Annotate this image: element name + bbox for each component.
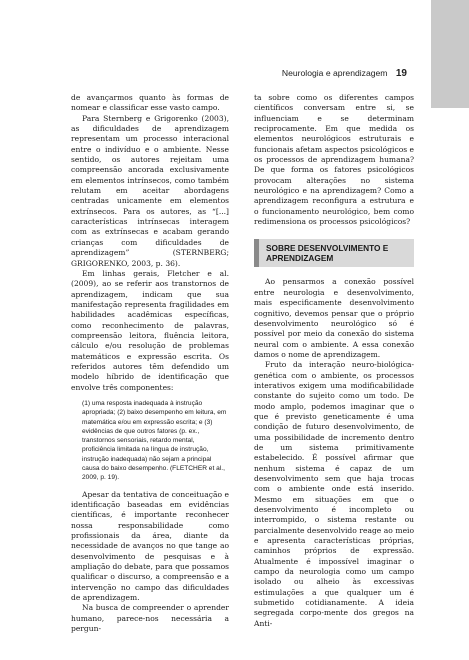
page-edge-tab bbox=[431, 0, 469, 108]
running-header bbox=[282, 68, 407, 79]
section-heading: SOBRE DESENVOLVIMENTO E APRENDIZAGEM bbox=[254, 239, 414, 267]
paragraph: ta sobre como os diferentes campos científicos conversam entre si, se influenciam e se determinam reciprocamente. Em que medida os elementos neurológicos estruturais e funcionais afetam aspectos psicológicos e os processos de aprendizagem humana? De que forma os fatores psicológicos provocam alterações no sistema neurológico e na aprendizagem? Como a aprendizagem reconfigura a estrutura e o funcionamento neurológico, bem como redimensiona os processos psicológicos? bbox=[254, 93, 414, 227]
paragraph: Na busca de compreender o aprender humano, parece-nos necessária a pergun- bbox=[71, 603, 229, 634]
paragraph: Fruto da interação neuro-biológica-genética com o ambiente, os processos interativos exigem uma modificabilidade constante do sujeito como um todo. De modo amplo, podemos imaginar que o que é previsto geneticamente é uma condição de futuro desenvolvimento, de uma possibilidade de incremento dentro de um sistema primitivamente estabelecido. É possível afirmar que nenhum sistema é capaz de um desenvolvimento sem que haja trocas com o ambiente onde está inserido. Mesmo em situações em que o desenvolvimento é incompleto ou interrompido, o sistema restante ou parcialmente desenvolvido reage ao meio e apresenta características próprias, caminhos próprios de expressão. Atualmente é impossível imaginar o campo da neurologia como um campo isolado ou alheio às excessivas estimulações a que qualquer um é submetido cotidianamente. A ideia segregada corpo-mente dos gregos na Anti- bbox=[254, 360, 414, 628]
paragraph: de avançarmos quanto às formas de nomear e classificar esse vasto campo. bbox=[71, 93, 229, 113]
left-column bbox=[71, 93, 229, 634]
running-header-title: Neurologia e aprendizagem bbox=[281, 68, 388, 78]
paragraph: Apesar da tentativa de conceituação e identificação baseadas em evidências científicas, é importante reconhecer nossa responsabilidade como profissionais da área, diante da necessidade de avanços no que tange ao desenvolvimento de pesquisas e à ampliação do debate, para que possamos qualificar o discurso, a compreensão e a intervenção no campo das dificuldades de aprendizagem. bbox=[71, 489, 229, 603]
paragraph: Ao pensarmos a conexão possível entre neurologia e desenvolvimento, mais especificamente desenvolvimento cognitivo, devemos pensar que o próprio desenvolvimento neurológico só é possível por meio da conexão do sistema neural com o ambiente. A essa conexão damos o nome de aprendizagem. bbox=[254, 277, 414, 359]
right-column bbox=[254, 93, 414, 629]
paragraph: Para Sternberg e Grigorenko (2003), as dificuldades de aprendizagem representam um processo interacional entre o indivíduo e o ambiente. Nesse sentido, os autores rejeitam uma compreensão ancorada exclusivamente em elementos intrínsecos, como também relutam em aceitar abordagens centradas unicamente em elementos extrínsecos. Para os autores, as “[...] características intrínsecas interagem com as extrínsecas e acabam gerando crianças com dificuldades de aprendizagem” (STERNBERG; GRIGORENKO, 2003, p. 36). bbox=[71, 113, 229, 268]
block-quote: (1) uma resposta inadequada à instrução apropriada; (2) baixo desempenho em leitura, em matemática e/ou em expressão escrita; e (3) evidências de que outros fatores (p. ex., transtornos sensoriais, retardo mental, proficiência limitada na língua de instrução, instrução inadequada) não sejam a principal causa do baixo desempenho. (FLETCHER et al., 2009, p. 19). bbox=[82, 399, 227, 482]
page-number: 19 bbox=[395, 68, 407, 79]
paragraph: Em linhas gerais, Fletcher e al. (2009), ao se referir aos transtornos de aprendizagem, indicam que sua manifestação representa fragilidades em habilidades acadêmicas específicas, como reconhecimento de palavras, compreensão leitora, fluência leitora, cálculo e/ou resolução de problemas matemáticos e expressão escrita. Os referidos autores têm defendido um modelo híbrido de identificação que envolve três componentes: bbox=[71, 268, 229, 392]
